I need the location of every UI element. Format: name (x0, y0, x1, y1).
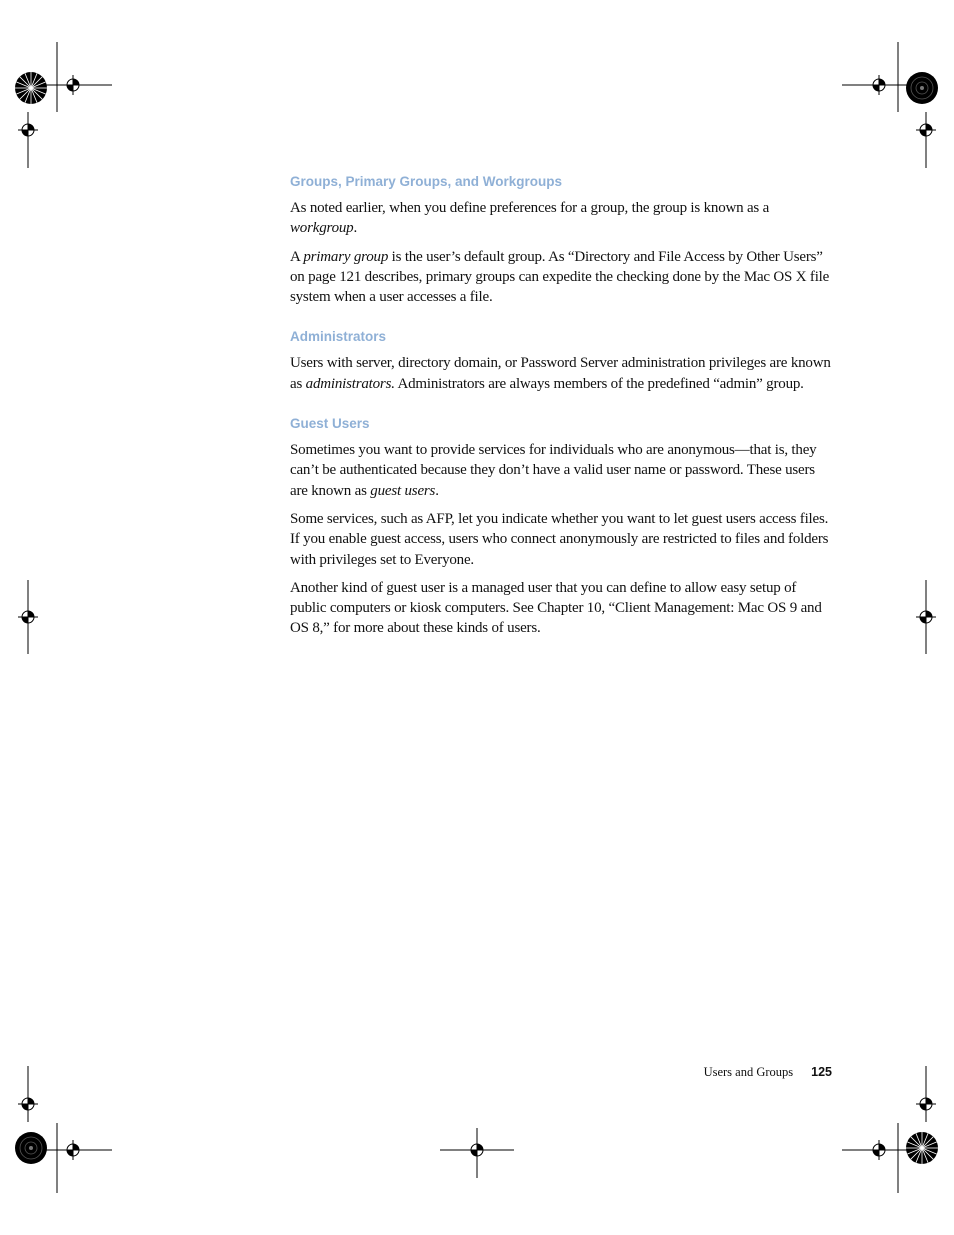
paragraph-afp-guest-access: Some services, such as AFP, let you indicate whether you want to let guest users access files. If you enable guest access, users who connect anonymously are restricted to files and folders with privileges set to Everyone. (290, 510, 829, 568)
paragraph-primary-group: A primary group is the user’s default group. As “Directory and File Access by Other Users” on page 121 describes, primary groups can expedite the checking done by the Mac OS X file system when a user accesses a file. (290, 248, 830, 306)
section-groups (290, 172, 835, 307)
heading-guest-users: Guest Users (290, 416, 370, 432)
paragraph-guest-users: Sometimes you want to provide services for individuals who are anonymous—that is, they can’t be authenticated because they don’t have a valid user name or password. These users are known as guest users. (290, 442, 817, 499)
heading-administrators: Administrators (290, 329, 387, 345)
heading-groups: Groups, Primary Groups, and Workgroups (290, 174, 563, 189)
paragraph-managed-user: Another kind of guest user is a managed user that you can define to allow easy setup of public computers or kiosk computers. See Chapter 10, “Client Management: Mac OS 9 and OS 8,” for more about these kinds of users. (290, 579, 822, 637)
paragraph-workgroup: As noted earlier, when you define preferences for a group, the group is known as a workgroup. (290, 200, 770, 237)
section-administrators (290, 327, 835, 394)
footer-page-number: 125 (811, 1065, 832, 1079)
paragraph-administrators: Users with server, directory domain, or Password Server administration privileges are known as administrators. Administrators are always members of the predefined “admin” group. (290, 355, 831, 392)
page-footer (704, 1063, 832, 1081)
main-content (290, 172, 835, 639)
section-guest-users (290, 414, 835, 639)
footer-chapter-title: Users and Groups (703, 1065, 794, 1079)
